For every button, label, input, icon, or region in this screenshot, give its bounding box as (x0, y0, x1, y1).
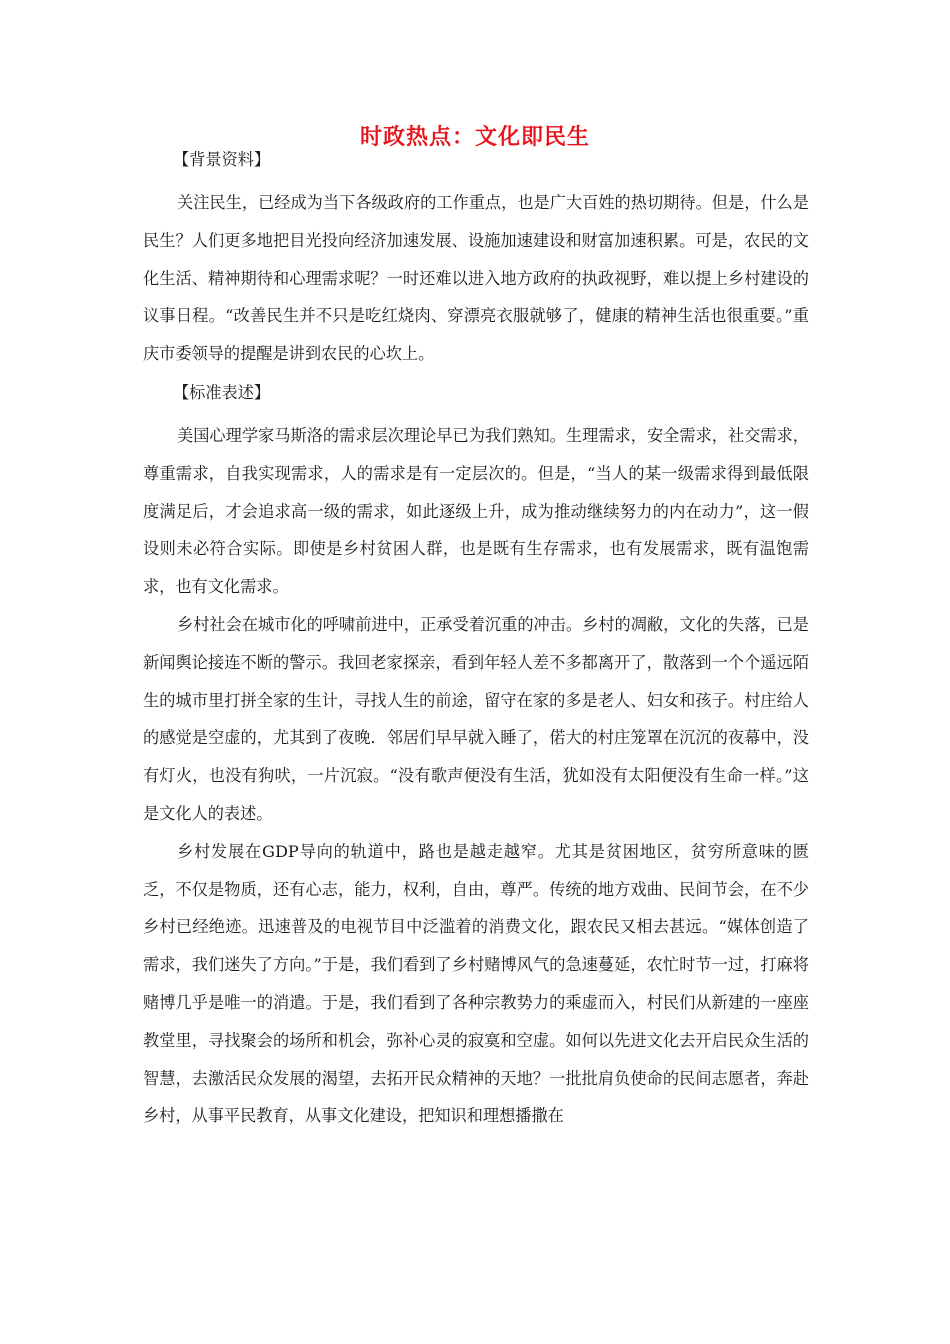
standard-paragraph-3: 乡村发展在GDP导向的轨道中，路也是越走越窄。尤其是贫困地区，贫穷所意味的匮乏，不仅是物质，还有心志，能力，权利，自由，尊严。传统的地方戏曲、民间节会，在不少乡村已经绝迹。迅速普及的电视节目中泛滥着的消费文化，跟农民又相去甚远。“媒体创造了需求，我们迷失了方向。”于是，我们看到了乡村赌博风气的急速蔓延，农忙时节一过，打麻将赌博几乎是唯一的消遣。于是，我们看到了各种宗教势力的乘虚而入，村民们从新建的一座座教堂里，寻找聚会的场所和机会，弥补心灵的寂寞和空虚。如何以先进文化去开启民众生活的智慧，去激活民众发展的渴望，去拓开民众精神的天地？一批批肩负使命的民间志愿者，奔赴乡村，从事平民教育，从事文化建设，把知识和理想播撒在 (143, 841, 809, 1126)
section-heading-background: 【背景资料】 (173, 150, 271, 169)
standard-paragraph-1: 美国心理学家马斯洛的需求层次理论早已为我们熟知。生理需求，安全需求，社交需求，尊重需求，自我实现需求，人的需求是有一定层次的。但是，“当人的某一级需求得到最低限度满足后，才会追求高一级的需求，如此逐级上升，成为推动继续努力的内在动力”，这一假设则未必符合实际。即使是乡村贫困人群，也是既有生存需求，也有发展需求，既有温饱需求，也有文化需求。 (143, 425, 809, 597)
standard-paragraph-2: 乡村社会在城市化的呼啸前进中，正承受着沉重的冲击。乡村的凋敝，文化的失落，已是新闻舆论接连不断的警示。我回老家探亲，看到年轻人差不多都离开了，散落到一个个遥远陌生的城市里打拼全家的生计，寻找人生的前途，留守在家的多是老人、妇女和孩子。村庄给人的感觉是空虚的，尤其到了夜晚．邻居们早早就入睡了，偌大的村庄笼罩在沉沉的夜幕中，没有灯火，也没有狗吠，一片沉寂。“没有歌声便没有生活，犹如没有太阳便没有生命一样。”这是文化人的表述。 (143, 614, 809, 823)
background-paragraph: 关注民生，已经成为当下各级政府的工作重点，也是广大百姓的热切期待。但是，什么是民生？人们更多地把目光投向经济加速发展、设施加速建设和财富加速积累。可是，农民的文化生活、精神期待和心理需求呢？一时还难以进入地方政府的执政视野，难以提上乡村建设的议事日程。“改善民生并不只是吃红烧肉、穿漂亮衣服就够了，健康的精神生活也很重要。”重庆市委领导的提醒是讲到农民的心坎上。 (143, 193, 809, 364)
document-body (143, 150, 809, 1135)
section-heading-standard: 【标准表述】 (173, 382, 271, 402)
document-title: 时政热点：文化即民生 (359, 125, 590, 150)
